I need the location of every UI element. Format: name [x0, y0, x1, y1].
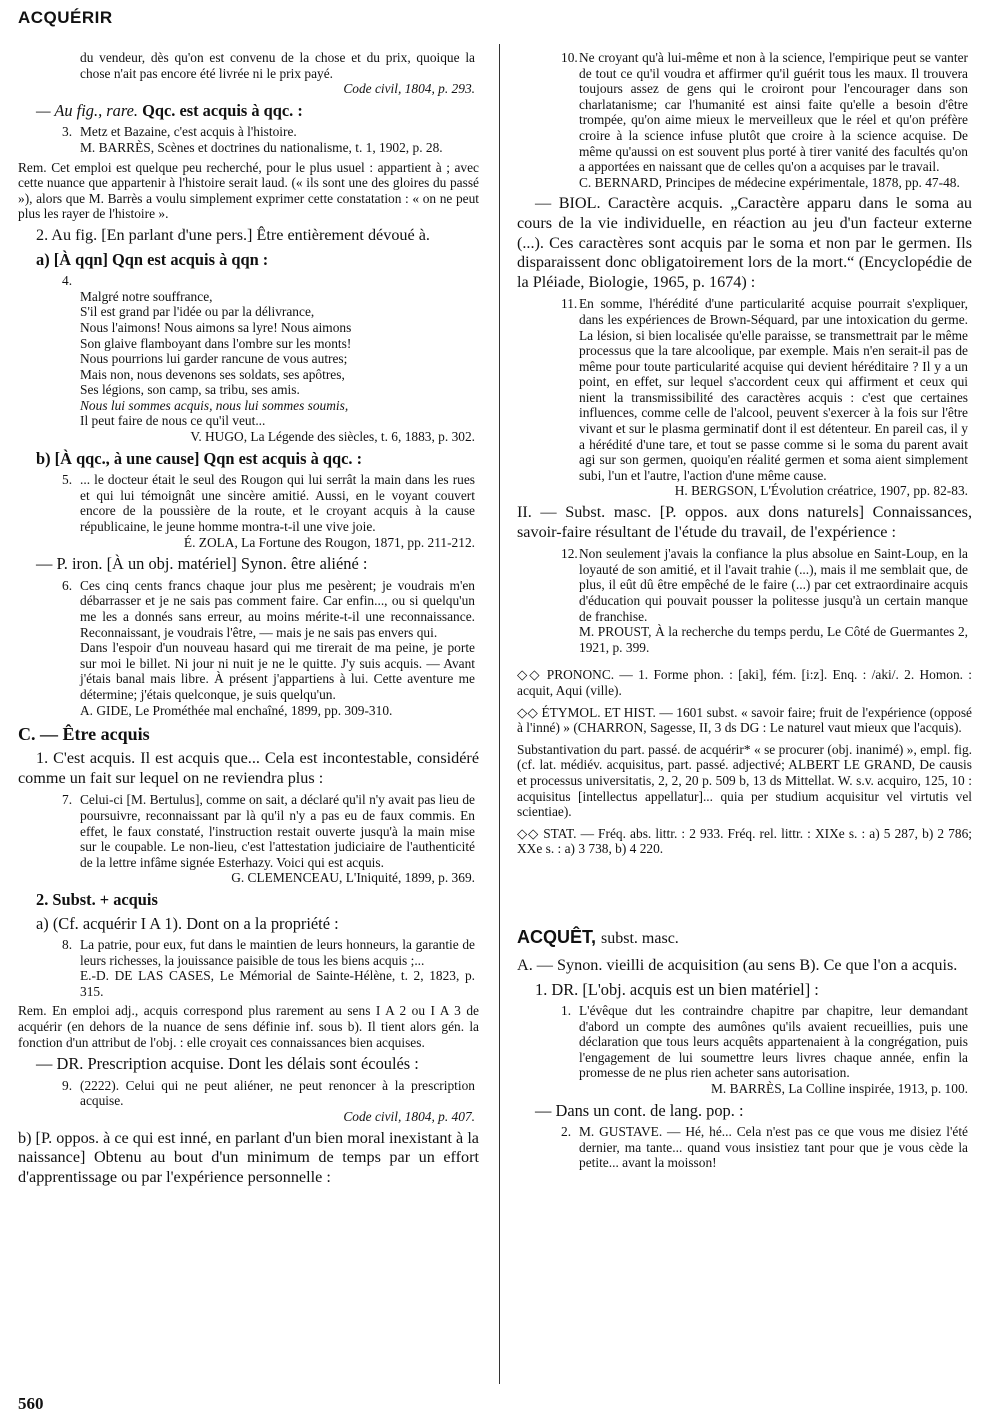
citation-number: 2.: [561, 1124, 572, 1140]
citation-number: 11.: [561, 296, 578, 312]
citation-source: H. BERGSON, L'Évolution créatrice, 1907, pp. 82-83.: [674, 483, 968, 499]
citation-9: [18, 1078, 479, 1125]
biol-paragraph: — BIOL. Caractère acquis. „Caractère apparu dans le soma au cours de la vie individuelle, en réaction au jeu d'un facteur externe (...). Ces caractères sont acquis par le soma et non par le germen. Ils disparaissent donc obligatoirement lors de la mort.“ (Encyclopédie de la Pléiade, Biologie, 1965, p. 1674) :: [517, 194, 972, 291]
acquet-citation-2: [517, 1124, 972, 1171]
citation-number: 9.: [62, 1077, 73, 1093]
citation-source: É. ZOLA, La Fortune des Rougon, 1871, pp. 211-212.: [183, 534, 475, 550]
sense-2b-head: b) [À qqc., à une cause] Qqn est acquis à qqc. :: [36, 448, 363, 468]
dr-head: — DR. Prescription acquise. Dont les délais sont écoulés :: [36, 1054, 419, 1074]
sense-c2b-head: b) [P. oppos. à ce qui est inné, en parlant d'un bien moral inexistant à la naissance] Obtenu au bout d'un minimum de temps par un effort d'apprentissage ou par l'expérience personnelle :: [18, 1128, 479, 1186]
p-iron-head: — P. iron. [À un obj. matériel] Synon. être aliéné :: [36, 554, 368, 574]
citation-text: Metz et Bazaine, c'est acquis à l'histoire.: [80, 124, 297, 140]
verse-line: Son glaive flamboyant dans l'ombre sur les monts!: [80, 335, 352, 351]
citation-number: 6.: [62, 577, 73, 593]
verse-line: Nous pourrions lui garder rancune de vous autres;: [80, 351, 348, 367]
citation-source: M. PROUST, À la recherche du temps perdu, Le Côté de Guermantes 2, 1921, p. 399.: [579, 624, 968, 655]
verse-line: Il peut faire de nous ce qu'il veut...: [80, 413, 266, 429]
citation-12: [517, 546, 972, 655]
verse-block: [80, 289, 475, 429]
citation-number: 10.: [561, 50, 578, 65]
citation-source: E.-D. DE LAS CASES, Le Mémorial de Sainte-Hélène, t. 2, 1823, p. 315.: [80, 968, 475, 999]
citation-text: du vendeur, dès qu'on est convenu de la chose et du prix, quoique la chose n'ait pas encore été livrée ni le prix payé.: [80, 50, 475, 81]
citation-source: A. GIDE, Le Prométhée mal enchaîné, 1899, pp. 309-310.: [80, 702, 393, 718]
sense-c2-head: 2. Subst. + acquis: [36, 889, 158, 909]
remark-2: Rem. En emploi adj., acquis correspond plus rarement au sens I A 2 ou I A 3 de acquérir (en dehors de la nuance de sens définie inf. sous b). Il tient alors gén. la fonction d'un attribut de l'obj. : elle croyait ces connaissances bien acquises.: [18, 1003, 479, 1050]
sense-c1-head: 1. C'est acquis. Il est acquis que... Cela est incontestable, considéré comme un fait sur lequel on ne reviendra plus :: [18, 749, 479, 787]
citation-source: M. BARRÈS, La Colline inspirée, 1913, p. 100.: [710, 1081, 968, 1097]
citation-text: La patrie, pour eux, fut dans le maintien de leurs honneurs, la garantie de leurs richesses, la jouissance paisible de tous les biens acquis ;...: [80, 937, 475, 968]
citation-number: 4.: [62, 273, 73, 289]
etymology-block: ◇◇ ÉTYMOL. ET HIST. — 1601 subst. « savoir faire; fruit de l'expérience (opposé à l'inné) » (CHARRON, Sagesse, II, 3 ds DG : Le naturel vaut mieux que l'acquis).: [517, 704, 972, 736]
citation-number: 7.: [62, 792, 73, 808]
citation-source: G. CLEMENCEAU, L'Iniquité, 1899, p. 369.: [231, 870, 475, 886]
citation-text: En somme, l'hérédité d'une particularité acquise pourrait s'expliquer, dans les expériences de Brown-Séquard, par une intoxication du germe. La lésion, si bien localisée qu'elle paraisse, se transmettrait par le même processus que la tare alcoolique, par exemple. Mais n'en serait-il pas de même pour toute particularité acquise qui devient héréditaire ? Il y a un point, en effet, sur lequel s'accordent ceux qui affirment et ceux qui nient la transmissibilité des caractères acquis : c'est que certaines influences, comme celle de l'alcool, peuvent s'exercer à la fois sur l'être vivant et sur le plasma germinatif dont il est détenteur. En pareil cas, il y a hérédité d'une tare, et tout se passe comme si le soma du parent avait agi sur son germen, quoiqu'en réalité germen et soma aient simplement subi, l'un et l'autre, l'action d'une même cause.: [579, 296, 968, 483]
citation-text: Ces cinq cents francs chaque jour plus me pesèrent; je voudrais m'en débarrasser et je ne sais pas comment faire. Car enfin..., ou si quelqu'un me les a donnés sans erreur, au moins mérite-t-il une reconnaissance. Reconnaissant, je voudrais l'être, — mais je ne sais pas envers qui.: [80, 577, 475, 640]
citation-number: 3.: [62, 124, 73, 140]
citation-7: [18, 792, 479, 886]
acquet-sense-1: 1. DR. [L'obj. acquis est un bien matériel] :: [535, 979, 819, 999]
remark-1: Rem. Cet emploi est quelque peu recherché, pour le plus usuel : appartient à ; avec cette nuance que appartenir à l'histoire serait laud. (« ils sont une des gloires du passé »), alors que M. Barrès a voulu simplement exprimer cette constatation : « on ne peut plus les rayer de l'histoire ».: [18, 159, 479, 222]
citation-number: 8.: [62, 937, 73, 953]
citation-text: M. GUSTAVE. — Hé, hé... Cela n'est pas ce que vous me disiez l'été dernier, ma tante... quand vous insistiez tant pour que je vous cède la petite... avant la moisson!: [579, 1124, 968, 1171]
verse-line: Mais non, nous devenons ses soldats, ses apôtres,: [80, 366, 345, 382]
headword: ACQUÊT,: [517, 926, 597, 947]
citation-source: Code civil, 1804, p. 407.: [343, 1109, 475, 1125]
citation-source: V. HUGO, La Légende des siècles, t. 6, 1883, p. 302.: [190, 429, 475, 445]
column-divider: [499, 44, 500, 1384]
citation-number: 5.: [62, 472, 73, 488]
section-c-head: C. — Être acquis: [18, 724, 150, 745]
citation-11: [517, 296, 972, 499]
citation-source: M. BARRÈS, Scènes et doctrines du nationalisme, t. 1, 1902, p. 28.: [80, 139, 443, 155]
citation-text: ... le docteur était le seul des Rougon qui lui serrât la main dans les rues et qui lui témoignât une sincère amitié. Aussi, en le voyant couvert encore de la poussière de la route, et le croyant acquis à la cause républicaine, le jeune homme montra-t-il une vive joie.: [80, 472, 475, 535]
verse-line: Nous l'aimons! Nous aimons sa lyre! Nous aimons: [80, 319, 352, 335]
citation-text: Non seulement j'avais la confiance la plus absolue en Saint-Loup, en la loyauté de son amitié, et il l'avait trahie (...), mais il me semblait que, de plus, il eût dû être empêché de le faire (...) par cet extraordinaire acquis d'éducation qui pouvait pousser la politesse jusqu'à un certain manque de franchise.: [579, 546, 968, 624]
verse-line: Malgré notre souffrance,: [80, 288, 213, 304]
citation-text: L'évêque dut les contraindre chapitre par chapitre, leur demandant d'abord un compte des aumônes qu'ils avaient recueillies, puis une déclaration que tous leurs acquêts appartenaient à la congrégation, puis l'engagement de lui soumettre leurs livres chaque année, enfin la promesse de ne plus rien acheter sans autorisation.: [579, 1003, 968, 1081]
acquet-sense-a: A. — Synon. vieilli de acquisition (au sens B). Ce que l'on a acquis.: [517, 955, 958, 974]
citation-3: [18, 124, 479, 155]
citation-4: [18, 273, 479, 445]
citation-source: Code civil, 1804, p. 293.: [343, 81, 475, 97]
citation-source: C. BERNARD, Principes de médecine expérimentale, 1878, pp. 47-48.: [579, 174, 960, 190]
verse-line: S'il est grand par l'idée ou par la délivrance,: [80, 304, 315, 320]
headword-category: subst. masc.: [601, 929, 679, 947]
citation-10: [517, 50, 972, 190]
citation-text: Celui-ci [M. Bertulus], comme on sait, a déclaré qu'il n'y avait pas lieu de poursuivre, reconnaissant par là qu'il n'y a pas eu de faux commis. En effet, le faux constaté, l'instruction restait ouverte jusqu'à la main mise sur le coupable. Le non-lieu, c'est l'attestation judiciaire de l'authenticité de la lettre infâme signée Esterhazy. Voici qui est acquis.: [80, 792, 475, 870]
page-number: 560: [18, 1394, 44, 1413]
fig-rare-def: Qqc. est acquis à qqc. :: [142, 100, 303, 120]
left-column: [18, 48, 479, 1191]
citation-8: [18, 937, 479, 999]
citation-6: [18, 578, 479, 718]
verse-line: Ses légions, son camp, sa tribu, ses amis.: [80, 382, 300, 398]
running-header: ACQUÉRIR: [18, 8, 113, 27]
etymology-block-2: Substantivation du part. passé. de acquérir* « se procurer (obj. inanimé) », empl. fig. (cf. lat. médiév. acquisitus, part. passé. adjectivé; ALBERT LE GRAND, De causis et processus universitatis, 2, 2, 20 p. 509 b, 13 ds Mittellat. W. s.v. acquiro, 125, 10 : acquisitus [intellectus appellatur]... quia per studium acquisitur vel virtutis vel scientiae).: [517, 741, 972, 820]
citation-number: 1.: [561, 1003, 572, 1019]
citation-continued: [18, 50, 479, 97]
fig-rare-lead: — Au fig., rare.: [36, 100, 138, 120]
acquet-citation-1: [517, 1003, 972, 1097]
citation-text: Ne croyant qu'à lui-même et non à la science, l'empirique peut se vanter de tout ce qu'il voudra et affirmer qu'il guérit tous les maux. Il trouvera toujours assez de gens qui le croiront pour l'encourager dans son charlatanisme; car l'humanité est ainsi faite qu'elle a besoin d'être trompée, qu'on aime mieux le merveilleux que le réel et qu'on préfère croire à la science infuse plutôt que croire à la science acquise. De même qu'aussi on est souvent plus porté à tirer vanité des facultés qu'on a apportées en naissant que de celles qu'on a acquises par le travail.: [579, 50, 968, 175]
right-column: [517, 48, 972, 1175]
citation-number: 12.: [561, 546, 578, 562]
citation-text-cont: Dans l'espoir d'un nouveau hasard qui me tirerait de ma peine, je porte sur moi le billet. Ni jour ni nuit je ne le quitte. J'y suis acquis. — Avant j'étais banal mais libre. À présent j'appartiens à lui. Cette aventure me détermine; j'étais quelconque, je suis quelqu'un.: [80, 640, 475, 702]
sense-2a-head: a) [À qqn] Qqn est acquis à qqn :: [36, 249, 269, 269]
sense-2-head: 2. Au fig. [En parlant d'une pers.] Être entièrement dévoué à.: [36, 225, 430, 244]
entry-headword: [517, 927, 972, 948]
citation-5: [18, 472, 479, 550]
citation-text: (2222). Celui qui ne peut aliéner, ne peut renoncer à la prescription acquise.: [80, 1077, 475, 1109]
sense-c2a-head: a) (Cf. acquérir I A 1). Dont on a la propriété :: [36, 913, 339, 933]
pop-head: — Dans un cont. de lang. pop. :: [535, 1100, 744, 1120]
verse-line: Nous lui sommes acquis, nous lui sommes soumis,: [80, 397, 349, 413]
fig-rare-head: [36, 101, 479, 121]
stat-block: ◇◇ STAT. — Fréq. abs. littr. : 2 933. Fréq. rel. littr. : XIXe s. : a) 5 287, b) 2 786; XXe s. : a) 3 738, b) 4 220.: [517, 825, 972, 857]
prononc-block: ◇◇ PRONONC. — 1. Forme phon. : [aki], fém. [i:z]. Enq. : /aki/. 2. Homon. : acquit, Aqui (ville).: [517, 667, 972, 698]
section-ii-paragraph: II. — Subst. masc. [P. oppos. aux dons naturels] Connaissances, savoir-faire résultant de l'étude du travail, de l'expérience :: [517, 503, 972, 541]
